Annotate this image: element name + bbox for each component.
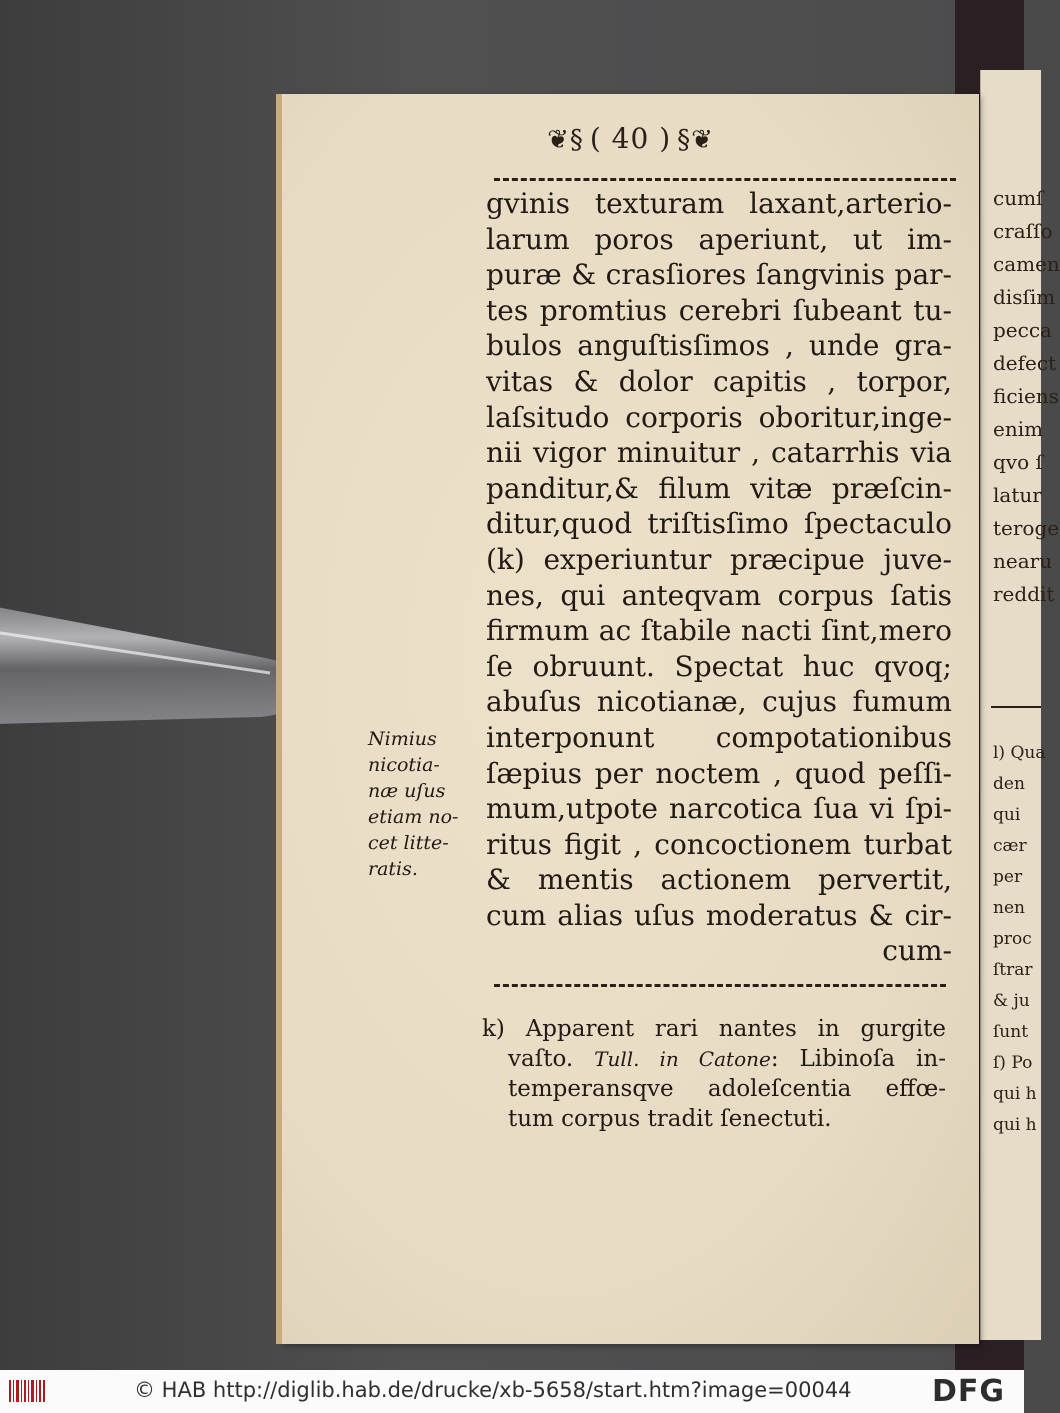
next-page-fragment: l) Qua [993, 743, 1046, 763]
next-page-fragment: & ju [993, 991, 1030, 1011]
page-header [282, 122, 979, 155]
text-line: abuſus nicotianæ, cujus fumum [486, 685, 952, 719]
next-page-fragment: camen [993, 252, 1060, 276]
next-page-fragment: ſunt [993, 1022, 1029, 1042]
margin-note-line: cet litte- [368, 832, 449, 854]
next-page-fragment: cumſ [993, 186, 1044, 210]
text-line: firmum ac ſtabile nacti ſint,mero [486, 614, 952, 648]
footnote-citation: Tull. in Catone [594, 1047, 771, 1071]
catchword: cum- [882, 934, 952, 968]
next-page-fragment: ficiens [993, 384, 1059, 408]
footnote-line [482, 1044, 946, 1074]
next-page-fragment: qvo ſ [993, 450, 1043, 474]
text-line: (k) experiuntur præcipue juve- [486, 542, 952, 576]
next-page-fragment: craſſo [993, 219, 1053, 243]
text-line: bulos anguſtisſimos , unde gra- [486, 329, 952, 363]
next-page-fragment: nearu [993, 549, 1053, 573]
next-page-fragment: den [993, 774, 1025, 794]
next-page-fragment: ſ) Po [993, 1053, 1033, 1073]
text-line: ſæpius per noctem , quod peſſi- [486, 756, 952, 790]
text-line: & mentis actionem pervertit, [486, 863, 952, 897]
page-number: ( 40 ) [589, 122, 672, 155]
text-line: mum,utpote narcotica ſua vi ſpi- [486, 792, 952, 826]
next-page-fragment: qui h [993, 1084, 1037, 1104]
next-page-fragment: qui h [993, 1115, 1037, 1135]
dfg-logo: DFG [932, 1374, 1006, 1409]
next-page-fragment: defect [993, 351, 1057, 375]
text-line: cum alias uſus moderatus & cir- [486, 898, 952, 932]
next-page-fragment: ſtrar [993, 960, 1033, 980]
text-line: nes, qui anteqvam corpus ſatis [486, 578, 952, 612]
text-line: puræ & crasſiores ſangvinis par- [486, 258, 952, 292]
ornament-left-icon: ❦§ [547, 125, 584, 155]
footnote-line: temperansqve adoleſcentia effœ- [508, 1076, 946, 1102]
margin-note-line: næ uſus [368, 780, 446, 802]
next-page-fragment: pecca [993, 318, 1052, 342]
next-page-fragment: nen [993, 898, 1025, 918]
ornament-right-icon: §❦ [677, 125, 714, 155]
footer-bar [0, 1370, 1024, 1413]
margin-note-line: etiam no- [368, 806, 459, 828]
header-rule [494, 178, 956, 181]
text-line: vitas & dolor capitis , torpor, [486, 364, 952, 398]
text-line: larum poros aperiunt, ut im- [486, 222, 952, 256]
text-line: gvinis texturam laxant,arterio- [486, 187, 952, 220]
footnote-line: k) Apparent rari nantes in gurgite [482, 1016, 946, 1042]
text-line: laſsitudo corporis oboritur,inge- [486, 400, 952, 434]
barcode-icon [8, 1378, 48, 1404]
next-page-fragment: teroge [993, 516, 1060, 540]
next-page-fragment: disſim [993, 285, 1056, 309]
next-page-fragment: latur [993, 483, 1042, 507]
next-page-fragment: qui [993, 805, 1021, 825]
footnote-rule [494, 984, 946, 987]
margin-note-line: ratis. [368, 858, 418, 880]
footnote [482, 1014, 946, 1134]
next-page-fragment: reddit [993, 582, 1055, 606]
footnote-text: vaſto. [508, 1046, 595, 1072]
next-page-fragment: proc [993, 929, 1032, 949]
book-page [282, 94, 979, 1344]
text-line: nii vigor minuitur , catarrhis via [486, 436, 952, 470]
margin-note [368, 726, 478, 882]
text-line: ditur,quod triſtisſimo ſpectaculo [486, 507, 952, 541]
text-line: ſe obruunt. Spectat huc qvoq; [486, 649, 952, 683]
margin-note-line: Nimius [368, 728, 437, 750]
footnote-text: : Libinoſa in- [770, 1046, 947, 1072]
main-text [486, 186, 952, 969]
text-line: panditur,& filum vitæ præſcin- [486, 471, 952, 505]
next-page-fragment: per [993, 867, 1023, 887]
margin-note-line: nicotia- [368, 754, 440, 776]
next-page-fragment: enim [993, 417, 1044, 441]
footnote-line: tum corpus tradit ſenectuti. [508, 1106, 832, 1132]
text-line: tes promtius cerebri ſubeant tu- [486, 293, 952, 327]
next-page-edge [980, 70, 1060, 1340]
next-page-fragment: cær [993, 836, 1027, 856]
text-line: interponunt compotationibus [486, 720, 952, 754]
text-line: ritus figit , concoctionem turbat [486, 827, 952, 861]
copyright-link[interactable]: © HAB http://diglib.hab.de/drucke/xb-5658/start.htm?image=00044 [134, 1378, 852, 1402]
